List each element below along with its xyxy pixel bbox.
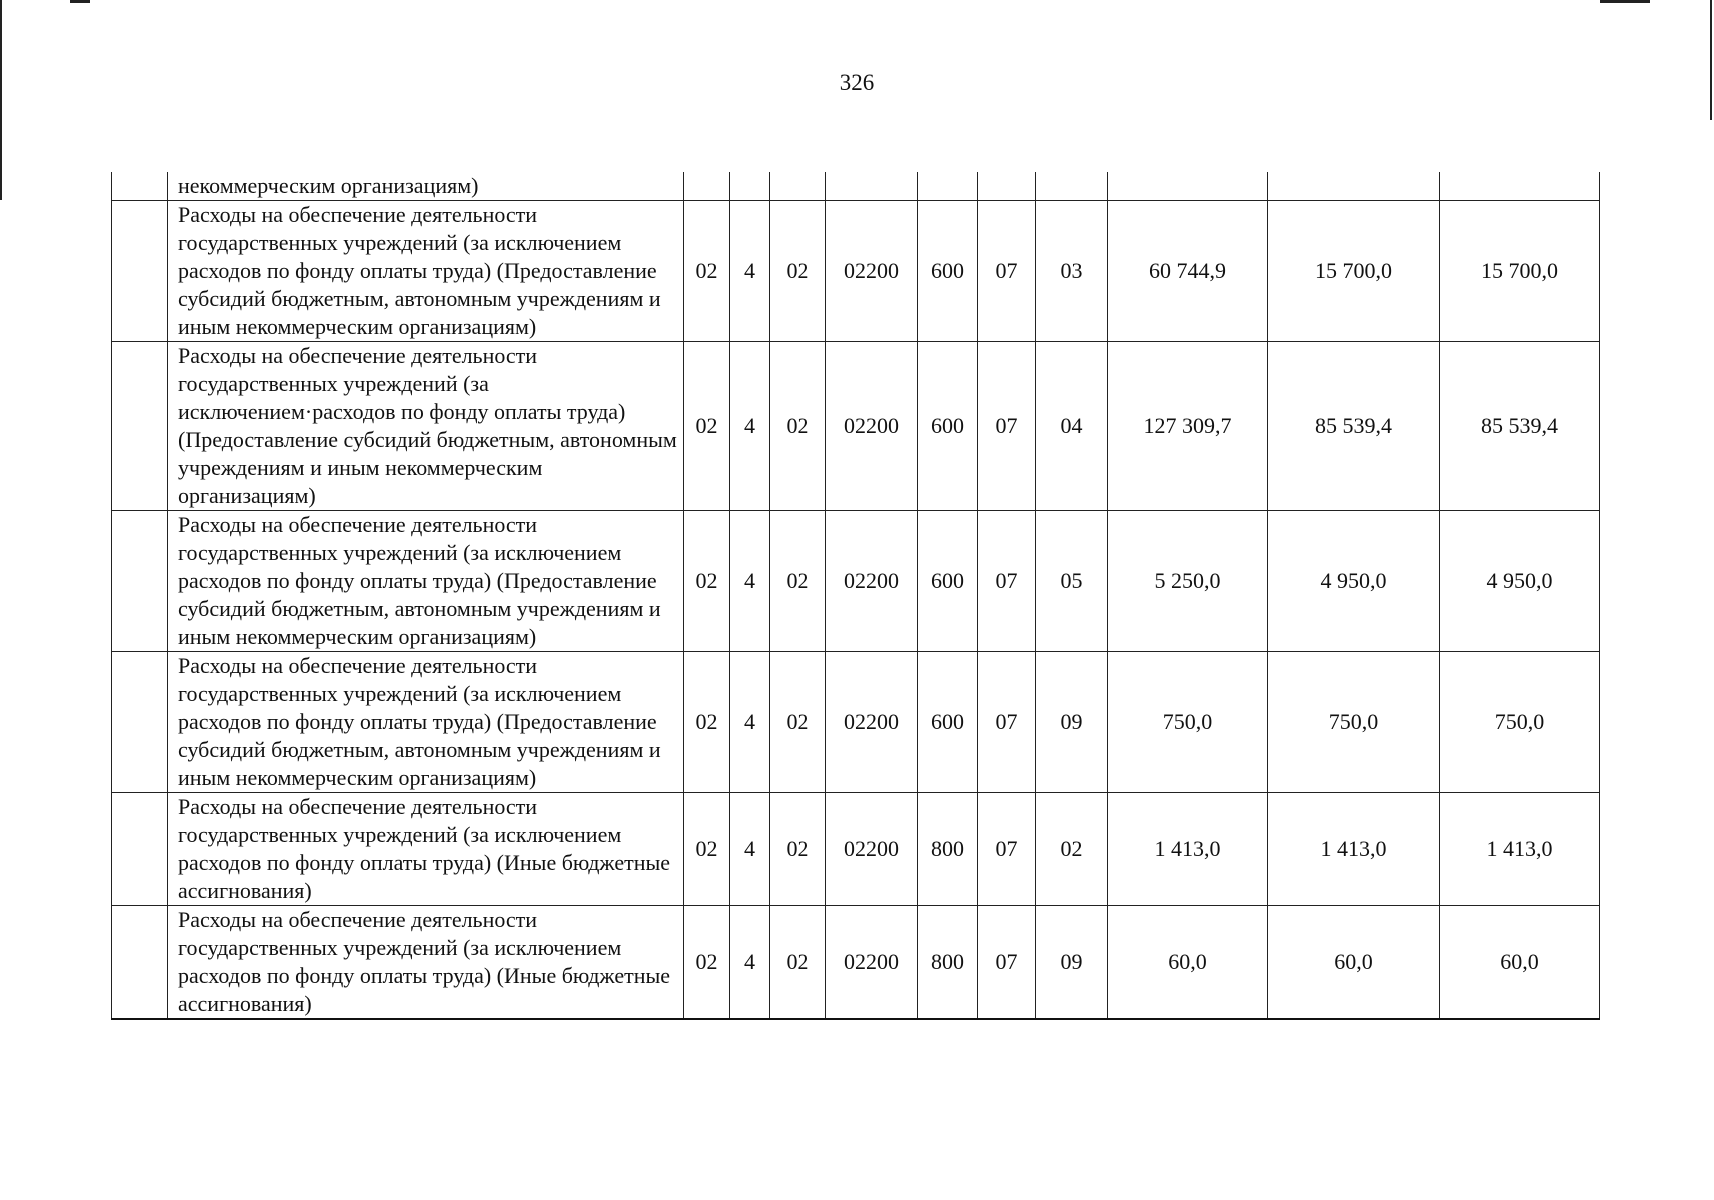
page-number: 326 <box>839 70 875 95</box>
amount-cell <box>1440 172 1600 201</box>
amount-cell: 5 250,0 <box>1108 511 1268 652</box>
row-index-cell <box>112 511 168 652</box>
code-cell: 02 <box>684 906 730 1020</box>
code-cell: 09 <box>1036 906 1108 1020</box>
amount-cell: 750,0 <box>1108 652 1268 793</box>
code-cell: 02 <box>770 342 826 511</box>
code-cell: 02 <box>1036 793 1108 906</box>
code-cell: 02200 <box>826 906 918 1020</box>
table-row <box>112 342 1600 511</box>
code-cell: 07 <box>978 906 1036 1020</box>
amount-cell: 750,0 <box>1268 652 1440 793</box>
table-row <box>112 793 1600 906</box>
budget-table <box>111 172 1600 1020</box>
amount-cell: 85 539,4 <box>1268 342 1440 511</box>
code-cell: 02 <box>770 201 826 342</box>
code-cell: 04 <box>1036 342 1108 511</box>
table-row <box>112 652 1600 793</box>
code-cell: 02200 <box>826 652 918 793</box>
amount-cell <box>1268 172 1440 201</box>
scan-edge-mark <box>1710 0 1712 120</box>
code-cell: 4 <box>730 652 770 793</box>
row-index-cell <box>112 201 168 342</box>
code-cell: 4 <box>730 906 770 1020</box>
code-cell: 02 <box>770 511 826 652</box>
description-cell: Расходы на обеспечение деятельности государственных учреждений (за исключением·расходов по фонду оплаты труда) (Предоставление субсидий бюджетным, автономным учреждениям и иным некоммерческим организациям) <box>168 342 684 511</box>
code-cell: 02200 <box>826 201 918 342</box>
code-cell: 05 <box>1036 511 1108 652</box>
amount-cell: 4 950,0 <box>1268 511 1440 652</box>
amount-cell: 60,0 <box>1440 906 1600 1020</box>
amount-cell <box>1108 172 1268 201</box>
row-index-cell <box>112 342 168 511</box>
code-cell: 4 <box>730 511 770 652</box>
amount-cell: 127 309,7 <box>1108 342 1268 511</box>
code-cell: 07 <box>978 511 1036 652</box>
table-body <box>112 172 1600 1019</box>
table-row-continuation <box>112 172 1600 201</box>
amount-cell: 15 700,0 <box>1268 201 1440 342</box>
scan-edge-mark <box>70 0 90 3</box>
description-cell: Расходы на обеспечение деятельности государственных учреждений (за исключением расходов по фонду оплаты труда) (Предоставление субсидий бюджетным, автономным учреждениям и иным некоммерческим организациям) <box>168 201 684 342</box>
code-cell: 02 <box>684 511 730 652</box>
amount-cell: 85 539,4 <box>1440 342 1600 511</box>
code-cell: 600 <box>918 511 978 652</box>
code-cell: 07 <box>978 652 1036 793</box>
amount-cell: 60,0 <box>1268 906 1440 1020</box>
code-cell: 800 <box>918 906 978 1020</box>
amount-cell: 15 700,0 <box>1440 201 1600 342</box>
table-row <box>112 906 1600 1020</box>
amount-cell: 4 950,0 <box>1440 511 1600 652</box>
code-cell: 02 <box>684 793 730 906</box>
amount-cell: 1 413,0 <box>1108 793 1268 906</box>
code-cell: 02200 <box>826 511 918 652</box>
scan-edge-mark <box>1600 0 1650 3</box>
code-cell: 03 <box>1036 201 1108 342</box>
code-cell: 600 <box>918 652 978 793</box>
amount-cell: 60 744,9 <box>1108 201 1268 342</box>
code-cell <box>918 172 978 201</box>
code-cell: 02200 <box>826 342 918 511</box>
code-cell: 4 <box>730 201 770 342</box>
code-cell: 4 <box>730 793 770 906</box>
code-cell: 07 <box>978 342 1036 511</box>
row-index-cell <box>112 906 168 1020</box>
scan-edge-mark <box>0 0 2 200</box>
code-cell: 02 <box>684 652 730 793</box>
description-cell: некоммерческим организациям) <box>168 172 684 201</box>
description-cell: Расходы на обеспечение деятельности государственных учреждений (за исключением расходов по фонду оплаты труда) (Предоставление субсидий бюджетным, автономным учреждениям и иным некоммерческим организациям) <box>168 511 684 652</box>
table-row <box>112 511 1600 652</box>
code-cell: 02 <box>684 342 730 511</box>
amount-cell: 1 413,0 <box>1268 793 1440 906</box>
code-cell <box>826 172 918 201</box>
table-row <box>112 201 1600 342</box>
code-cell: 02 <box>770 906 826 1020</box>
code-cell: 07 <box>978 201 1036 342</box>
code-cell: 02 <box>770 652 826 793</box>
code-cell <box>978 172 1036 201</box>
description-cell: Расходы на обеспечение деятельности государственных учреждений (за исключением расходов по фонду оплаты труда) (Предоставление субсидий бюджетным, автономным учреждениям и иным некоммерческим организациям) <box>168 652 684 793</box>
description-cell: Расходы на обеспечение деятельности государственных учреждений (за исключением расходов по фонду оплаты труда) (Иные бюджетные ассигнования) <box>168 793 684 906</box>
code-cell: 02 <box>684 201 730 342</box>
code-cell: 600 <box>918 201 978 342</box>
amount-cell: 60,0 <box>1108 906 1268 1020</box>
code-cell: 4 <box>730 342 770 511</box>
row-index-cell <box>112 793 168 906</box>
code-cell: 02200 <box>826 793 918 906</box>
row-index-cell <box>112 172 168 201</box>
code-cell <box>770 172 826 201</box>
code-cell <box>1036 172 1108 201</box>
amount-cell: 750,0 <box>1440 652 1600 793</box>
code-cell <box>730 172 770 201</box>
amount-cell: 1 413,0 <box>1440 793 1600 906</box>
code-cell: 09 <box>1036 652 1108 793</box>
description-cell: Расходы на обеспечение деятельности государственных учреждений (за исключением расходов по фонду оплаты труда) (Иные бюджетные ассигнования) <box>168 906 684 1020</box>
code-cell: 800 <box>918 793 978 906</box>
row-index-cell <box>112 652 168 793</box>
code-cell: 07 <box>978 793 1036 906</box>
code-cell <box>684 172 730 201</box>
code-cell: 600 <box>918 342 978 511</box>
code-cell: 02 <box>770 793 826 906</box>
